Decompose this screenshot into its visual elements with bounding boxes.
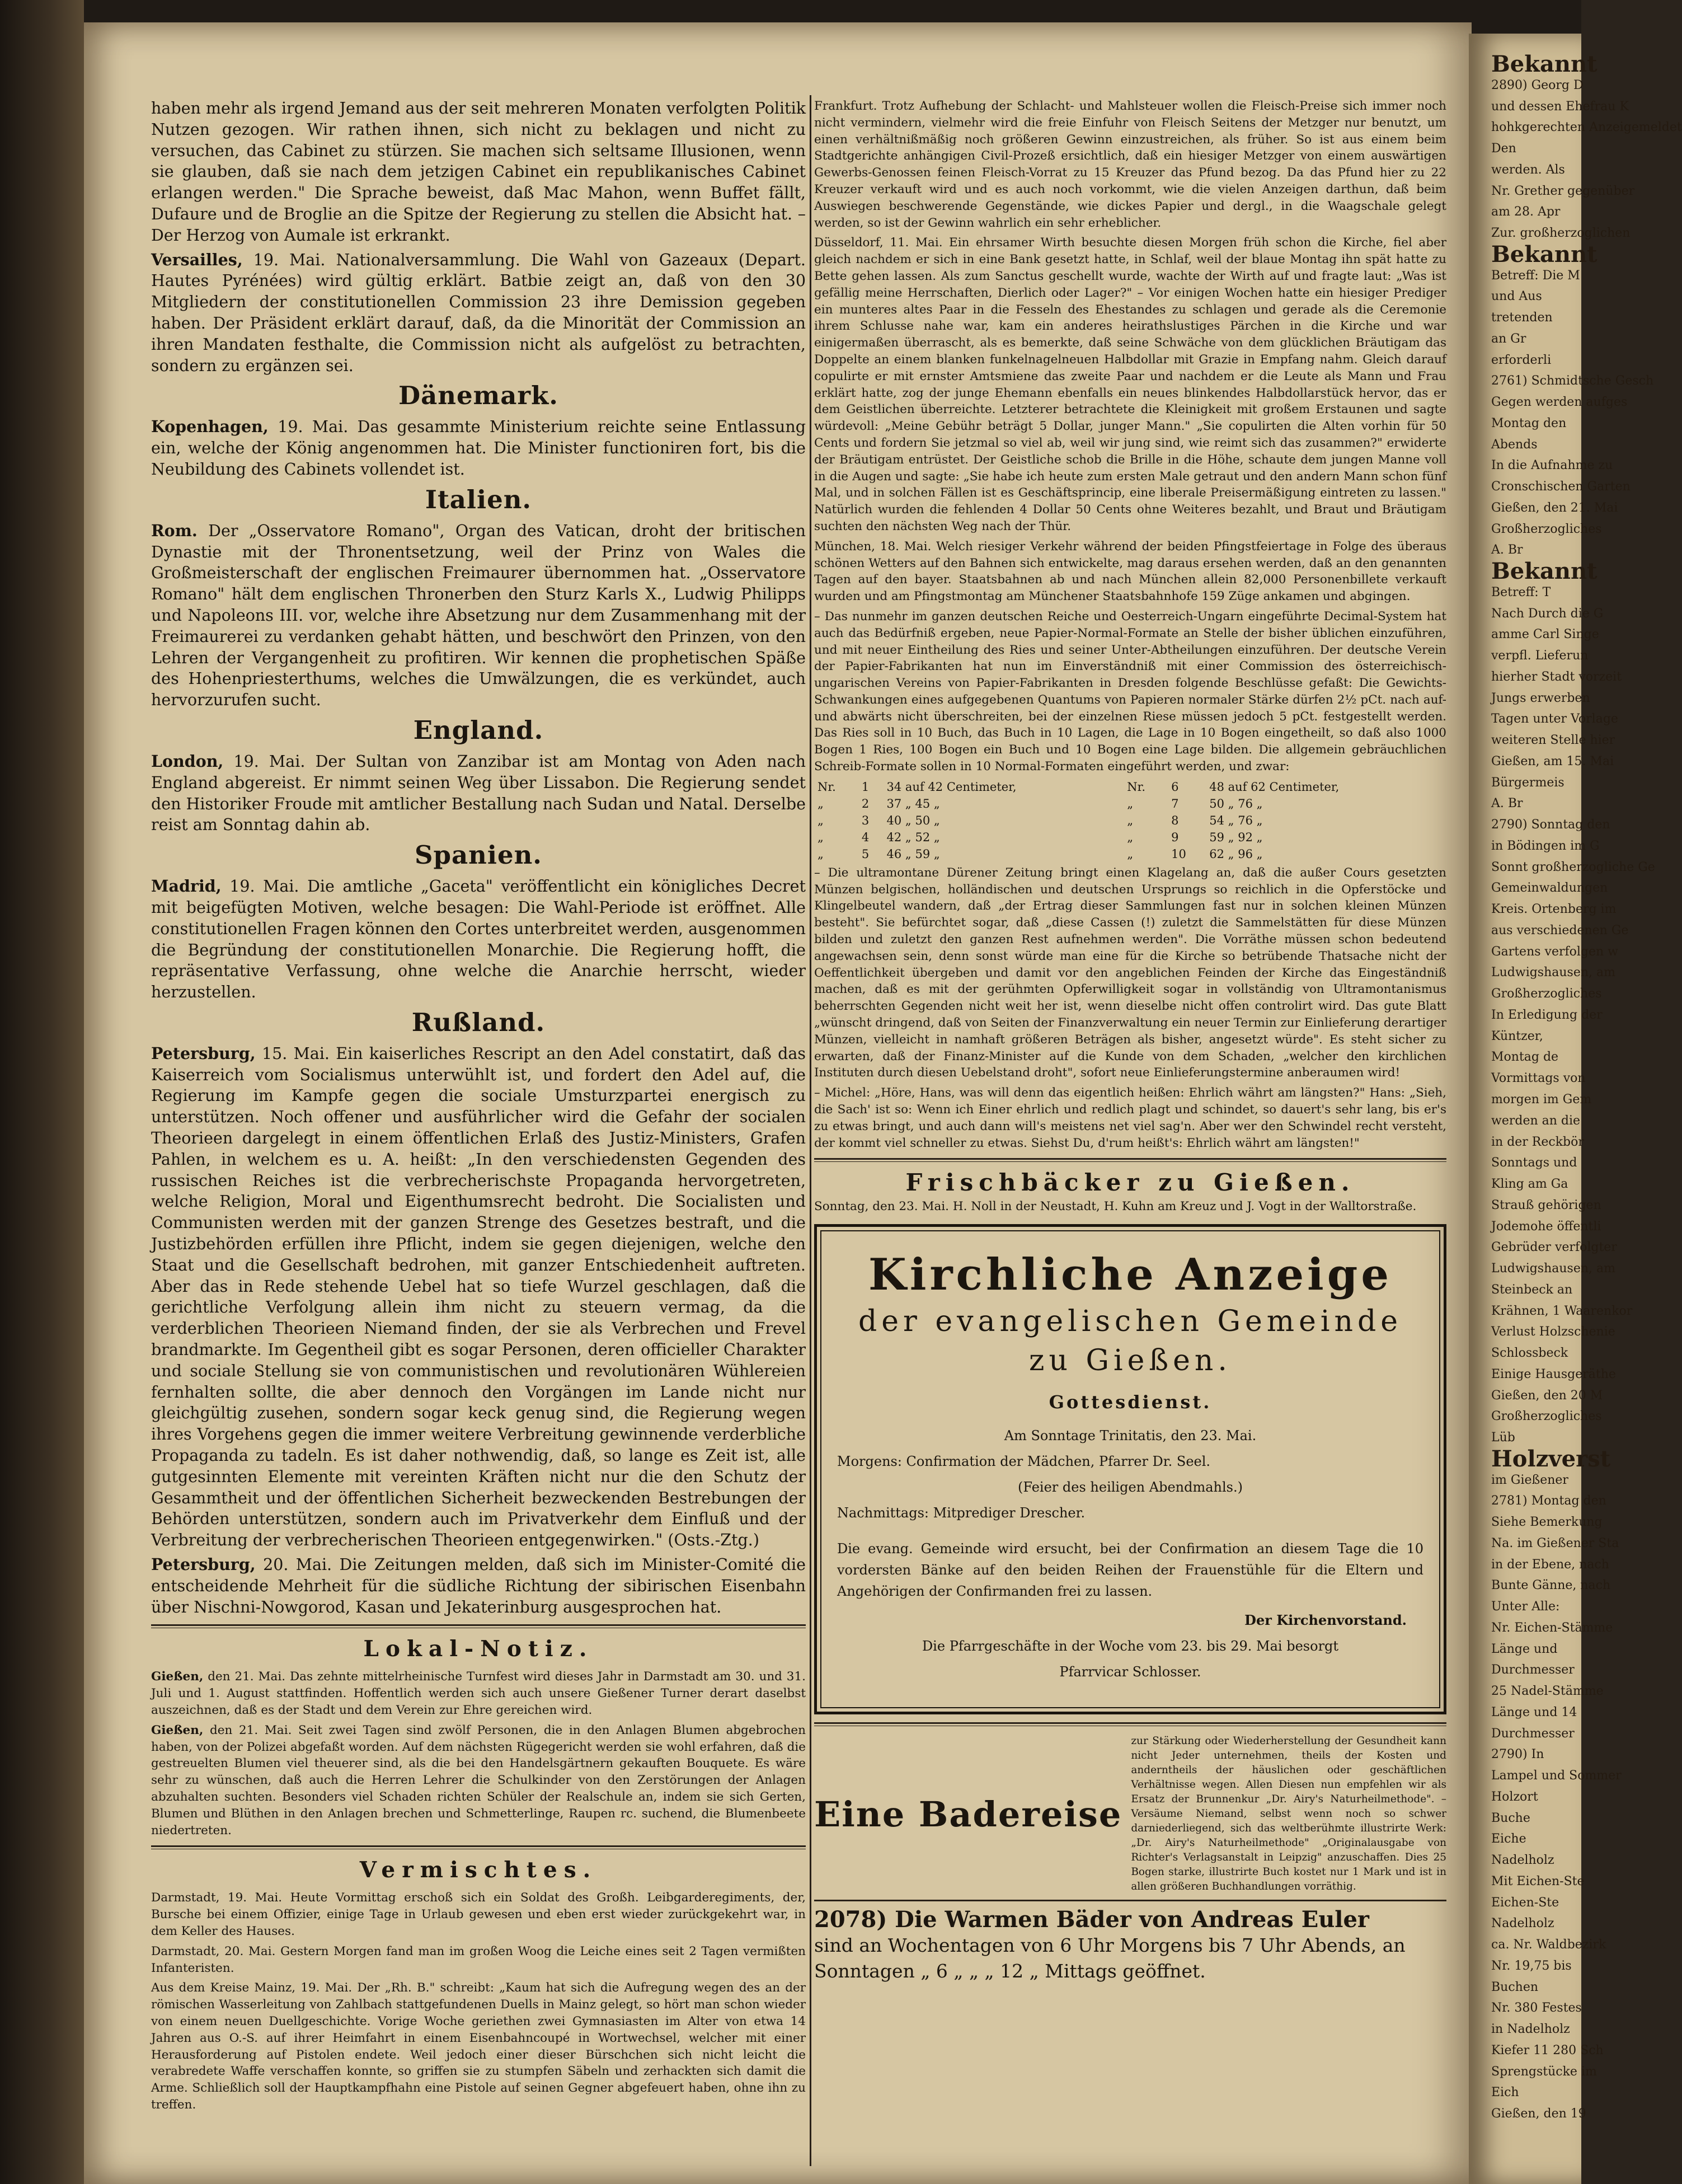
article-petersburg-1: Petersburg, 15. Mai. Ein kaiserliches Rescript an den Adel constatirt, daß das Kaiserreich vom Socialismus unterwühlt ist, und fordert den Adel auf, die Regierung im Kampfe gegen die sociale Umsturzpartei energisch zu unterstützen. Noch offener und ausführlicher wird die Gefahr der socialen Theorieen dargelegt in einem öffentlichen Erlaß des Justiz-Ministers, Grafen Pahlen, in welchem es u. A. heißt: „In den verschiedensten Gegenden des russischen Reiches ist die verbrecherischste Propaganda hervorgetreten, welche Religion, Moral und Eigenthumsrecht bedroht. Die Socialisten und Communisten werden mit der ganzen Strenge des Gesetzes bestraft, und die Justizbehörden erfüllen ihre Pflicht, indem sie gegen diejenigen, welche den Staat und die Gesellschaft bedrohen, mit ganzer Entschiedenheit auftreten. Aber das in Rede stehende Uebel hat so tiefe Wurzel geschlagen, daß die gerichtliche Verfolgung allein ihm nicht zu steuern vermag, da die verderblichen Theorieen Niemand finden, der sie als Verbrechen und Frevel brandmarkte. Im Gegentheil gibt es sogar Personen, deren officieller Charakter und sociale Stellung sie von communistischen und revolutionären Wühlereien fernhalten sollte, die aber dennoch den Vorgängen im Lande nicht nur gleichgültig zusehen, sondern sogar keck genug sind, die Regierung wegen ihres Vorgehens gegen die immer weitere Verbreitung gewinnende verderbliche Propaganda zu tadeln. Es ist daher nothwendig, daß, so lange es Zeit ist, alle gutgesinnten Elemente mit vereinten Kräften nicht nur die den Schutz der Gesammtheit und der öffentlichen Sicherheit bezweckenden Bestrebungen der Behörden unterstützen, sondern auch im Privatverkehr dem Einfluß und der Verbreitung der verbrecherischen Theorieen entgegenwirken." (Osts.-Ztg.) xyxy=(151,1043,806,1550)
adjacent-page-text-line: Bunte Gänne, nach xyxy=(1491,1578,1611,1593)
adjacent-page-text-line: werden an die xyxy=(1491,1113,1581,1128)
adjacent-page-text-line: Eich xyxy=(1491,2085,1519,2100)
adjacent-page-text-line: verpfl. Lieferun xyxy=(1491,649,1589,663)
adjacent-page-text-line: erforderli xyxy=(1491,353,1552,367)
adjacent-page-text-line: Na. im Gießener Sta xyxy=(1491,1536,1619,1550)
paper-format-cell: 8 xyxy=(1171,813,1179,827)
adjacent-page-text-line: Buche xyxy=(1491,1811,1530,1825)
adjacent-page-text-line: Betreff: T xyxy=(1491,585,1551,599)
adjacent-page-text-line: ca. Nr. Waldbezirk xyxy=(1491,1938,1606,1952)
paper-format-cell: 42 „ 52 „ xyxy=(886,830,940,844)
adjacent-page-text-line: Durchmesser xyxy=(1491,1726,1575,1741)
book-binding-edge xyxy=(0,0,84,2184)
section-heading-england: England. xyxy=(413,715,544,745)
paper-format-cell: 10 xyxy=(1171,847,1186,861)
church-notice-signature: Der Kirchenvorstand. xyxy=(1244,1612,1407,1629)
local-notes xyxy=(151,1669,806,1839)
adjacent-page-text-line: und dessen Ehefrau K xyxy=(1491,99,1629,114)
adjacent-page-strip xyxy=(1469,34,1682,2184)
adjacent-page-text-line: Mit Eichen-Ste xyxy=(1491,1874,1585,1888)
adjacent-page-text-line: Montag den xyxy=(1491,416,1567,430)
badereise-advertisement xyxy=(814,1734,1446,1894)
paper-format-cell: Nr. xyxy=(817,780,836,794)
misc-mainz: Aus dem Kreise Mainz, 19. Mai. Der „Rh. B." schreibt: „Kaum hat sich die Aufregung wegen des an der römischen Wasserleitung von Zahlbach stattgefundenen Duells in Mainz gelegt, so hört man schon wieder von einem neuen Duellgeschichte. Vorige Woche geriethen zwei Gymnasiasten im Alter von etwa 14 Jahren aus O.-S. auf ihrer Heimfahrt in einem Eisenbahncoupé in Wortwechsel, welcher mit einer Herausforderung auf Pistolen endete. Weil jedoch einer dieser Bürschchen sich nicht leicht die verabredete Waffe verschaffen konnte, so griffen sie zu stumpfen Säbeln und zerhackten sich damit die Arme. Schließlich soll der Hauptkampfhahn eine Pistole auf seinen Gegner abgefeuert haben, ohne ihn zu treffen. xyxy=(151,1981,806,2112)
article-madrid: Madrid, 19. Mai. Die amtliche „Gaceta" veröffentlicht ein königliches Decret mit beigefügten Motiven, welche besagen: Die Wahl-Periode ist eröffnet. Alle constitutionellen Fragen können den Cortes unterbreitet werden, ausgenommen die Begründung der constitutionellen Monarchie. Die Regierung hofft, die repräsentative Verfassung, ohne welche die Anarchie herrscht, wieder herzustellen. xyxy=(151,877,806,1002)
adjacent-page-text-line: weiteren Stelle hier xyxy=(1491,733,1615,748)
dateline: Petersburg, xyxy=(151,1043,256,1063)
adjacent-page-text-line: 2890) Georg D xyxy=(1491,78,1584,92)
frischbaecker-notice: Sonntag, den 23. Mai. H. Noll in der Neustadt, H. Kuhn am Kreuz und J. Vogt in der Walltorstraße. xyxy=(814,1199,1417,1214)
adjacent-page-text-line: in der Ebene, nach xyxy=(1491,1557,1609,1572)
adjacent-page-text-line: Sprengstücke im xyxy=(1491,2064,1597,2079)
warm-baths-hours-weekdays: sind an Wochentagen von 6 Uhr Morgens bis 7 Uhr Abends, an xyxy=(814,1934,1406,1957)
adjacent-page-text-line: Nadelholz xyxy=(1491,1853,1554,1868)
adjacent-page-text-line: Gegen werden aufges xyxy=(1491,395,1628,410)
paper-format-cell: „ xyxy=(1127,796,1134,810)
adjacent-page-text-line: 2790) In xyxy=(1491,1747,1544,1762)
paper-format-cell: 62 „ 96 „ xyxy=(1209,847,1263,861)
article-frankfurt: Frankfurt. Trotz Aufhebung der Schlacht- und Mahlsteuer wollen die Fleisch-Preise sich immer noch nicht vermindern, vielmehr wird die freie Einfuhr von Fleisch Seitens der Metzger nur benutzt, um einen verhältnißmäßig noch größeren Gewinn einzustreichen, als früher. So ist aus einem beim Stadtgerichte anhängigen Civil-Prozeß ersichtlich, daß ein hiesiger Metzger von einem auswärtigen Gewerbs-Genossen feinen Fleisch-Vorrat zu 15 Kreuzer das Pfund bezog. Da das Pfund hier zu 22 Kreuzer verkauft wird und es auch noch vorkommt, wie die vielen Anzeigen darthun, daß beim Auswiegen beschwerende Gegenstände, wie dickes Papier und dergl., in die Waagschale gelegt werden, so ist der Gewinn wahrlich ein sehr erheblicher. xyxy=(814,99,1446,230)
adjacent-page-text-line: Unter Alle: xyxy=(1491,1600,1560,1614)
adjacent-page-text-line: Gartens verfolgen w xyxy=(1491,944,1619,959)
adjacent-page-text-line: Vormittags von xyxy=(1491,1071,1586,1086)
paper-format-table xyxy=(814,779,1446,863)
paper-format-cell: 6 xyxy=(1171,780,1179,794)
adjacent-page-text-line: im Gießener xyxy=(1491,1473,1568,1487)
frischbaecker-heading: Frischbäcker zu Gießen. xyxy=(905,1169,1355,1197)
paper-format-cell: „ xyxy=(817,813,824,827)
adjacent-page-text-line: 2790) Sonntag den xyxy=(1491,818,1610,832)
adjacent-page-text-line: In die Aufnahme zu xyxy=(1491,458,1613,473)
church-service-date: Am Sonntage Trinitatis, den 23. Mai. xyxy=(1004,1428,1257,1444)
adjacent-page-text-line: werden. Als xyxy=(1491,162,1565,177)
paper-format-cell: „ xyxy=(817,796,824,810)
adjacent-page-text-line: Cronschischen Garten xyxy=(1491,480,1631,494)
paper-format-cell: 9 xyxy=(1171,830,1179,844)
article-muenchen: München, 18. Mai. Welch riesiger Verkehr während der beiden Pfingstfeiertage in Folge des überaus schönen Wetters auf den Bahnen sich entwickelte, mag daraus ersehen werden, daß an den genannten Tagen auf den bayer. Staatsbahnen ab und nach München allein 82,000 Personenbillete verkauft wurden und am Pfingstmontag am Münchener Staatsbahnhofe 159 Züge ankamen und abgingen. xyxy=(814,539,1446,604)
paper-format-row xyxy=(814,846,1446,863)
misc-darmstadt-1: Darmstadt, 19. Mai. Heute Vormittag erschoß sich ein Soldat des Großh. Leibgarderegiments, der, Bursche bei einem Offizier, einige Tage in Urlaub gewesen und eben erst wieder zurückgekehrt war, in dem Keller des Hauses. xyxy=(151,1891,806,1938)
paper-format-cell: 59 „ 92 „ xyxy=(1209,830,1263,844)
section-heading-russland: Rußland. xyxy=(411,1007,546,1037)
paper-format-row xyxy=(814,779,1446,795)
church-notice-text: Die evang. Gemeinde wird ersucht, bei der Confirmation an diesem Tage die 10 vordersten Bänke auf den beiden Reihen der Frauenstühle für die Eltern und Angehörigen der Confirmanden frei zu lassen. xyxy=(837,1541,1423,1600)
adjacent-page-text-line: Holzverst xyxy=(1491,1445,1611,1472)
article-duesseldorf: Düsseldorf, 11. Mai. Ein ehrsamer Wirth besuchte diesen Morgen früh schon die Kirche, fiel aber gleich nachdem er sich in eine Bank gesetzt hatte, in Schlaf, weil der blaue Montag ihn spät hatte zu Bette gehen lassen. Als zum Sanctus geschellt wurde, wachte der Wirth auf und fragte laut: „Was ist gefällig meine Herrschaften, Dierlich oder Lager?" – Vor einigen Wochen hatte ein hiesiger Prediger ein munteres altes Paar in die Fesseln des Ehestandes zu schlagen und gerade als die Ceremonie ihrem Schlusse nahe war, kam ein anderes heirathslustiges Pärchen in die Kirche und war einigermaßen überrascht, als es bemerkte, daß seine Schwäche von dem glücklichen Bräutigam das Doppelte an einem blanken funkelnagelneuen Halbdollar mit Grazie in Empfang nahm. Gleich darauf copulirte er mit ernster Amtsmiene das zweite Paar und nachdem er die Leute als Mann und Frau erklärt hatte, zog der junge Ehemann ebenfalls ein neues blinkendes Halbdollarstück hervor, das er dem Geistlichen überreichte. Letzterer betrachtete die Kleinigkeit mit großem Erstaunen und sagte würdevoll: „Meine Gebühr beträgt 5 Dollar, junger Mann." „Sie copulirten die Alten vorhin für 50 Cents und fordern Sie jetzmal so viel ab, weil wir jung sind, wie reimt sich das zusammen?" erwiderte der Bräutigam entrüstet. Der Geistliche schob die Brille in die Höhe, schaute dem jungen Manne voll in die Augen und sagte: „Sie habe ich heute zum ersten Male getraut und den andern Mann schon fünf Mal, und in solchen Fällen ist es Geschäftsprincip, eine liberale Preisermäßigung eintreten zu lassen." Natürlich wurden die fehlenden 4 Dollar 50 Cents ohne Weiteres bezahlt, und Braut und Bräutigam suchten den nächsten Weg nach der Thür. xyxy=(814,236,1446,533)
adjacent-page-text-line: Nadelholz xyxy=(1491,1916,1554,1931)
article-london: London, 19. Mai. Der Sultan von Zanzibar ist am Montag von Aden nach England abgereist. Er nimmt seinen Weg über Lissabon. Die Regierung sendet den Historiker Froude mit amtlicher Bestallung nach Sudan und Natal. Derselbe reist am Sonntag dahin ab. xyxy=(151,751,806,835)
adjacent-page-text-line: Ludwigshausen, am xyxy=(1491,966,1615,980)
paper-format-cell: „ xyxy=(1127,847,1134,861)
dateline: Madrid, xyxy=(151,877,222,896)
paper-format-cell: 37 „ 45 „ xyxy=(886,796,940,810)
adjacent-page-text-line: Gießen, den 19 xyxy=(1491,2107,1586,2121)
church-notice-subtitle: der evangelischen Gemeinde zu Gießen. xyxy=(858,1305,1403,1378)
adjacent-page-text-line: 2761) Schmidtsche Gesch xyxy=(1491,374,1654,388)
adjacent-page-text-line: Eichen-Ste xyxy=(1491,1895,1559,1910)
adjacent-page-text-line: Kling am Ga xyxy=(1491,1177,1568,1192)
paper-format-cell: Nr. xyxy=(1127,780,1146,794)
adjacent-page-text-line: in Bödingen im G xyxy=(1491,838,1600,853)
adjacent-page-text-line: Großherzogliches xyxy=(1491,1409,1602,1424)
adjacent-page-text-line: Durchmesser xyxy=(1491,1663,1575,1677)
warm-baths-headline: 2078) Die Warmen Bäder von Andreas Euler xyxy=(814,1906,1369,1933)
paper-format-cell: „ xyxy=(1127,813,1134,827)
badereise-headline: Eine Badereise xyxy=(814,1793,1122,1835)
adjacent-page-text-line: amme Carl Singe xyxy=(1491,627,1599,642)
section-rule xyxy=(814,1158,1446,1162)
section-rule xyxy=(151,1845,806,1849)
dateline: Petersburg, xyxy=(151,1555,256,1574)
paper-format-cell: 54 „ 76 „ xyxy=(1209,813,1263,827)
church-notice-box xyxy=(814,1224,1446,1714)
article-versailles: Versailles, 19. Mai. Nationalversammlung. Die Wahl von Gazeaux (Depart. Hautes Pyrénées) wird gültig erklärt. Batbie zeigt an, daß von den 30 Mitgliedern der constitutionellen Commission 23 ihre Demission gegeben haben. Der Präsident erklärt darauf, daß, da die Minorität der Commission an ihren Mandaten festhalte, die Commission nicht als aufgelöst zu betrachten, sondern zu ergänzen sei. xyxy=(151,250,806,375)
adjacent-page-text-line: 2781) Montag den xyxy=(1491,1494,1606,1508)
adjacent-page-text-line: Betreff: Die M xyxy=(1491,268,1580,283)
paper-format-cell: „ xyxy=(817,847,824,861)
local-note-anlagen: Gießen, den 21. Mai. Seit zwei Tagen sind zwölf Personen, die in den Anlagen Blumen abgebrochen haben, von der Polizei abgefaßt worden. Auf dem nächsten Rügegericht werden sie wohl erfahren, daß die gestreuelten Blumen viel theuerer sind, als die bei den Handelsgärtnern gekauften Bouquete. Es wäre sehr zu wünschen, daß auch die Herren Lehrer die Schulkinder von den Zerstörungen der Anlagen abzuhalten suchten. Besonders viel Schaden richten Schüler der Realschule an, indem sie sich Gerten, Blumen und Blüthen in den Anlagen brechen und Schmetterlinge, Raupen rc. suchend, die Blumenbeete niedertreten. xyxy=(151,1723,806,1838)
adjacent-page-text-line: Strauß gehörigen xyxy=(1491,1198,1601,1212)
adjacent-page-text-line: Bürgermeis xyxy=(1491,775,1564,790)
adjacent-page-text-line: Sonntags und xyxy=(1491,1156,1577,1170)
adjacent-page-text-line: Länge und xyxy=(1491,1642,1558,1656)
adjacent-page-text-line: In Erledigung der xyxy=(1491,1007,1603,1022)
article-petersburg-2: Petersburg, 20. Mai. Die Zeitungen melden, daß sich im Minister-Comité die entscheidende Mehrheit für die südliche Richtung der sibirischen Eisenbahn über Nischni-Nowgorod, Kasan und Jekaterinburg ausgesprochen hat. xyxy=(151,1555,806,1616)
paper-format-cell: 3 xyxy=(861,813,870,827)
adjacent-page-text-line: tretenden xyxy=(1491,311,1553,325)
paper-format-cell: „ xyxy=(1127,830,1134,844)
adjacent-page-text-line: A. Br xyxy=(1491,796,1523,811)
article-muenzen: – Die ultramontane Dürener Zeitung bringt einen Klagelang an, daß die außer Cours gesetzten Münzen belgischen, holländischen und deutschen Ursprungs so reichlich in die Opferstöcke und Klingelbeutel wandern, daß „der Ertrag dieser Sammlungen fast nur in solchen kleinen Münzen besteht". Sie befürchtet sogar, daß „diese Cassen (!) zuletzt die Sammelstätten für diese Münzen bilden und zuletzt den ganzen Rest aufnehmen werden". Die Vorräthe müssen schon bedeutend angewachsen sein, denn sonst würde man eine für die Kirche so betrübende Thatsache nicht der Oeffentlichkeit übergeben und damit vor den angeblichen Feinden der Kirche das Eingeständniß machen, daß es mit der gerühmten Opferwilligkeit sogar in vollständig von Ultramontanismus beherrschten Gegenden nicht weit her ist, wenn dieselbe nicht offen controlirt wird. Das gute Blatt „wünscht dringend, daß von Seiten der Finanzverwaltung ein neuer Termin zur Einlieferung derartiger Münzen, vielleicht in namhaft größeren Beträgen als bisher, angesetzt würde". Es steht sicher zu erwarten, daß der Finanz-Minister auf die Kunde von dem Schaden, „welcher den kirchlichen Instituten durch diesen Uebelstand droht", sofort neue Einlieferungstermine anberaumen wird! xyxy=(814,865,1446,1080)
misc-darmstadt-2: Darmstadt, 20. Mai. Gestern Morgen fand man im großen Woog die Leiche eines seit 2 Tagen vermißten Infanteristen. xyxy=(151,1944,806,1975)
section-rule xyxy=(814,1900,1446,1901)
column-divider xyxy=(810,95,811,2166)
right-column xyxy=(814,98,1446,1984)
adjacent-page-text-line: Küntzer, xyxy=(1491,1029,1543,1043)
adjacent-page-text-line: Lüb xyxy=(1491,1431,1515,1445)
adjacent-page-text-line: und Aus xyxy=(1491,289,1542,304)
article-france-continued: haben mehr als irgend Jemand aus der seit mehreren Monaten verfolgten Politik Nutzen gezogen. Wir rathen ihnen, sich nicht zu beklagen und nicht zu versuchen, das Cabinet zu stürzen. Sie machen sich seltsame Illusionen, wenn sie glauben, daß sie nach dem jetzigen Cabinet ein republikanisches Cabinet erlangen werden." Die Sprache beweist, daß Mac Mahon, wenn Buffet fällt, Dufaure und de Broglie an die Spitze der Regierung zu stellen die Absicht hat. – Der Herzog von Aumale ist erkrankt. xyxy=(151,99,806,245)
church-notice-title: Kirchliche Anzeige xyxy=(868,1249,1392,1301)
church-service-afternoon: Nachmittags: Mitprediger Drescher. xyxy=(837,1505,1086,1521)
left-column xyxy=(151,98,806,2118)
adjacent-page-text-line: Holzort xyxy=(1491,1789,1538,1804)
local-note-turnfest: Gießen, den 21. Mai. Das zehnte mittelrheinische Turnfest wird dieses Jahr in Darmstadt am 30. und 31. Juli und 1. August stattfinden. Hoffentlich werden sich auch unsere Gießener Turner derart daselbst auszeichnen, daß es der Stadt und dem Verein zur Ehre gereichen wird. xyxy=(151,1670,806,1717)
paper-format-row xyxy=(814,795,1446,812)
article-kopenhagen: Kopenhagen, 19. Mai. Das gesammte Ministerium reichte seine Entlassung ein, welche der König angenommen hat. Die Minister functioniren fort, bis die Neubildung des Cabinets vollendet ist. xyxy=(151,417,806,479)
section-rule xyxy=(814,1722,1446,1726)
adjacent-page-text-line: am 28. Apr xyxy=(1491,205,1561,219)
adjacent-page-text-line: Einige Hausgeräthe xyxy=(1491,1367,1616,1381)
paper-format-cell: 7 xyxy=(1171,796,1179,810)
adjacent-page-text-line: Tagen unter Vorlage xyxy=(1491,712,1618,727)
adjacent-page-text-line: Länge und 14 xyxy=(1491,1705,1577,1719)
section-heading-daenemark: Dänemark. xyxy=(398,381,558,411)
adjacent-page-text-line: Gebrüder verfolgter xyxy=(1491,1240,1617,1255)
adjacent-page-text-line: Siehe Bemerkung xyxy=(1491,1515,1603,1530)
article-papier-formate: – Das nunmehr im ganzen deutschen Reiche und Oesterreich-Ungarn eingeführte Decimal-System hat auch das Bedürfniß ergeben, neue Papier-Normal-Formate an Stelle der bisher üblichen einzuführen, und mit neuer Eintheilung des Ries und seiner Unter-Abtheilungen einzuführen. Der deutsche Verein der Papier-Fabrikanten hat nun im Einverständniß mit einer Commission des österreichisch-ungarischen Vereins von Papier-Fabrikanten in Dresden folgende Beschlüsse gefaßt: Die Gewichts-Schwankungen eines aufgegebenen Quantums von Papieren normaler Stärke dürfen 2½ pCt. nach auf- und abwärts nicht überschreiten, bei der einzelnen Riese müssen jedoch 5 pCt. festgestellt werden. Das Ries soll in 10 Buch, das Buch in 10 Lagen, die Lage in 10 Bogen eingetheilt, so daß also 1000 Bogen 1 Ries, 100 Bogen ein Buch und 10 Bogen eine Lage bilden. Die allgemein gebräuchlichen Schreib-Formate sollen in 10 Normal-Formaten eingeführt werden, und zwar: xyxy=(814,609,1446,774)
church-pastoral-duty-name: Pfarrvicar Schlosser. xyxy=(1059,1664,1201,1680)
adjacent-page-text-line: in Nadelholz xyxy=(1491,2022,1570,2037)
paper-format-cell: 48 auf 62 Centimeter, xyxy=(1209,780,1340,794)
church-pastoral-duty: Die Pfarrgeschäfte in der Woche vom 23. bis 29. Mai besorgt xyxy=(922,1638,1339,1655)
paper-format-cell: 46 „ 59 „ xyxy=(886,847,940,861)
adjacent-page-text-line: Sonnt großherzogliche Ge xyxy=(1491,860,1655,874)
dateline: Kopenhagen, xyxy=(151,417,269,437)
adjacent-page-text-line: Bekannt xyxy=(1491,241,1598,268)
adjacent-page-text-line: Verlust Holzschenie xyxy=(1491,1325,1615,1339)
adjacent-page-text-line: Gießen, den 21. Mai xyxy=(1491,500,1618,515)
adjacent-page-text-line: Kiefer 11 280 Sch xyxy=(1491,2043,1604,2058)
adjacent-page-text-line: morgen im Gem xyxy=(1491,1093,1592,1107)
paper-format-cell: „ xyxy=(817,830,824,844)
adjacent-page-text-line: Nr. Grether gegenüber xyxy=(1491,184,1635,198)
adjacent-page-text-line: Großherzogliches xyxy=(1491,987,1602,1001)
adjacent-page-text-line: Krähnen, 1 Waarenkor xyxy=(1491,1304,1633,1318)
adjacent-page-text-line: Lampel und Sommer xyxy=(1491,1769,1622,1783)
paper-format-row xyxy=(814,812,1446,829)
miscellaneous-notes xyxy=(151,1890,806,2113)
paper-format-row xyxy=(814,829,1446,846)
adjacent-page-text-line: hohkgerechten Anzeigemeldet xyxy=(1491,120,1682,135)
adjacent-page-text-line: an Gr xyxy=(1491,331,1526,346)
dateline: London, xyxy=(151,751,224,771)
section-heading-vermischtes: Vermischtes. xyxy=(359,1857,598,1883)
adjacent-page-text-line: Zur. großherzoglichen xyxy=(1491,226,1631,241)
paper-format-cell: 40 „ 50 „ xyxy=(886,813,940,827)
adjacent-page-text-line: Nr. Eichen-Stämme xyxy=(1491,1620,1613,1635)
adjacent-page-text-line: Schlossbeck xyxy=(1491,1346,1568,1361)
adjacent-page-text-line: Gießen, am 15. Mai xyxy=(1491,754,1614,768)
adjacent-page-text-line: 25 Nadel-Stämme xyxy=(1491,1684,1604,1699)
adjacent-page-text-line: Bekannt xyxy=(1491,558,1598,585)
adjacent-page-text-line: Nr. 380 Festes xyxy=(1491,2001,1582,2016)
adjacent-page-text-line: Nach Durch die G xyxy=(1491,606,1604,621)
paper-format-cell: 4 xyxy=(861,830,870,844)
section-heading-lokal-notiz: Lokal-Notiz. xyxy=(363,1636,594,1662)
church-service-heading: Gottesdienst. xyxy=(1049,1391,1212,1413)
paper-format-cell: 1 xyxy=(861,780,870,794)
section-rule xyxy=(151,1624,806,1628)
adjacent-page-text-line: hierher Stadt vorzeit xyxy=(1491,669,1622,684)
church-service-morning: Morgens: Confirmation der Mädchen, Pfarrer Dr. Seel. xyxy=(837,1454,1211,1470)
adjacent-page-text-line: Steinbeck an xyxy=(1491,1282,1573,1297)
adjacent-page-text-line: Abends xyxy=(1491,437,1538,452)
badereise-text: zur Stärkung oder Wiederherstellung der Gesundheit kann nicht Jeder unternehmen, theils der Kosten und anderntheils der häuslichen oder geschäftlichen Verhältnisse wegen. Allen Diesen nun empfehlen wir als Ersatz der Brunnenkur „Dr. Airy's Naturheilmethode". – Versäume Niemand, selbst wenn noch so schwer darniederliegend, sich das weltberühmte illustrirte Werk: „Dr. Airy's Naturheilmethode" „Originalausgabe von Richter's Verlagsanstalt in Leipzig" anzuschaffen. Dies 25 Bogen starke, illustrirte Buch kostet nur 1 Mark und ist in allen größeren Buchhandlungen vorräthig. xyxy=(1131,1735,1446,1893)
paper-format-cell: 5 xyxy=(861,847,870,861)
adjacent-page-text-line: Jodemohe öffentli xyxy=(1491,1219,1601,1234)
warm-baths-advertisement xyxy=(814,1907,1446,1984)
adjacent-page-text-line: aus verschiedenen Ge xyxy=(1491,923,1629,938)
adjacent-page-text-line: Großherzogliches xyxy=(1491,522,1602,536)
adjacent-page-text-line: Bekannt xyxy=(1491,51,1598,77)
dateline: Versailles, xyxy=(151,250,243,269)
adjacent-page-text-line: Nr. 19,75 bis xyxy=(1491,1958,1572,1973)
adjacent-page-text-line: Den xyxy=(1491,142,1516,156)
adjacent-page-text-line: Ludwigshausen, am xyxy=(1491,1262,1615,1276)
adjacent-page-text-line: Jungs erwerben xyxy=(1491,691,1590,705)
article-michel-hans: – Michel: „Höre, Hans, was will denn das eigentlich heißen: Ehrlich währt am längsten?" Hans: „Sieh, die Sach' ist so: Wenn ich Einer ehrlich und redlich plagt und schindet, so dauert's sehr lang, bis er's zu etwas bringt, und auch dann will's meistens net viel sag'n. Aber wer den Schwindel recht versteht, der kommt viel schneller zu etwas. Siehst Du, d'rum heißt's: Ehrlich währt am längsten!" xyxy=(814,1086,1446,1150)
adjacent-page-text-line: A. Br xyxy=(1491,543,1523,557)
dateline: Rom. xyxy=(151,521,198,540)
paper-format-cell: 50 „ 76 „ xyxy=(1209,796,1263,810)
church-service-communion: (Feier des heiligen Abendmahls.) xyxy=(1018,1479,1243,1496)
adjacent-page-text-line: Gemeinwaldungen xyxy=(1491,881,1608,896)
paper-format-cell: 34 auf 42 Centimeter, xyxy=(886,780,1017,794)
adjacent-page-text-line: Gießen, den 20 M xyxy=(1491,1388,1603,1403)
warm-baths-hours-sundays: Sonntagen „ 6 „ „ „ 12 „ Mittags geöffnet. xyxy=(814,1960,1206,1983)
article-rom: Rom. Der „Osservatore Romano", Organ des Vatican, droht der britischen Dynastie mit der Thronentsetzung, weil der Prinz von Wales die Großmeisterschaft der englischen Freimaurer übernommen hat. „Osservatore Romano" hält dem englischen Thronerben den Sturz Karls X., Ludwig Philipps und Napoleons III. vor, welche ihre Absetzung nur dem Zusammenhang mit der Freimaurerei zu verdanken gehabt hätten, und beschwört den Prinzen, von den Lehren der Vergangenheit zu profitiren. Wir kennen die prophetischen Späße des Hohenpriesterthums, welches die Umwälzungen, die es verkündet, auch hervorzurufen sucht. xyxy=(151,521,806,710)
adjacent-page-text-line: Buchen xyxy=(1491,1980,1539,1994)
section-heading-italien: Italien. xyxy=(425,484,532,514)
paper-format-cell: 2 xyxy=(861,796,870,810)
section-heading-spanien: Spanien. xyxy=(415,840,542,870)
adjacent-page-text-line: Kreis. Ortenberg im xyxy=(1491,902,1617,917)
right-column-news xyxy=(814,98,1446,1151)
adjacent-page-text-line: Montag de xyxy=(1491,1050,1559,1065)
adjacent-page-text-line: Eiche xyxy=(1491,1832,1526,1846)
adjacent-page-text-line: in der Reckbör xyxy=(1491,1135,1584,1149)
